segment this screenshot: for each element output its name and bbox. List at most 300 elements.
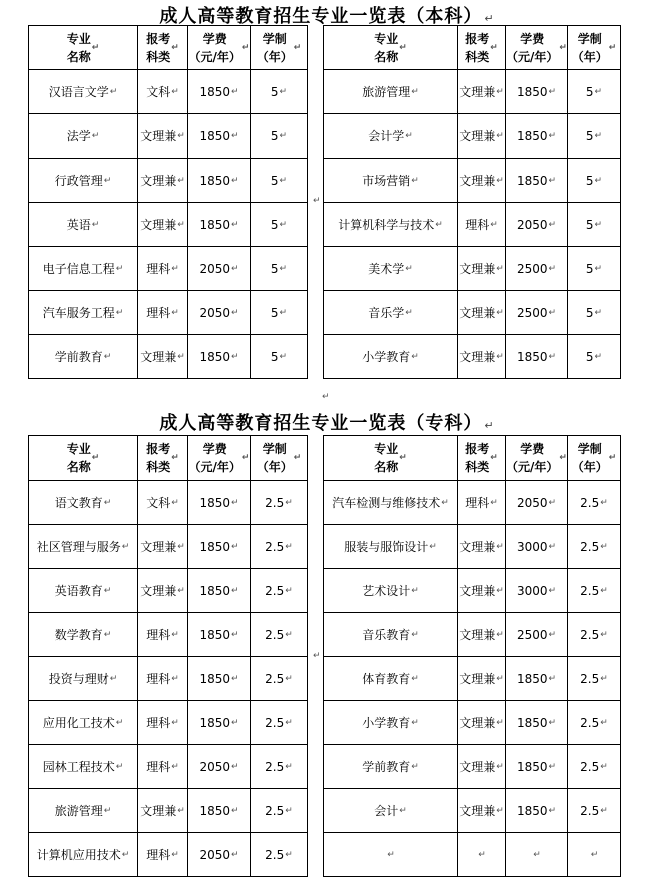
table-cell [137,158,188,203]
table-cell [187,700,251,745]
paragraph-mark-icon: ↵ [231,307,239,318]
table-cell [457,700,506,745]
column-header-text: 报考 科类 [146,442,171,474]
paragraph-mark-icon: ↵ [171,86,179,97]
table-cell-text: 2.5 [580,715,600,730]
table-cell-text: 投资与理财 [48,671,109,686]
table-cell [137,744,188,789]
table-cell-text: 1850 [516,759,548,774]
table-cell [187,113,251,159]
column-header [250,25,308,70]
paragraph-mark-icon: ↵ [399,453,407,463]
table-cell-text: 2.5 [265,715,285,730]
table-cell-text: 理科 [146,305,171,320]
table-cell [250,113,308,159]
table-cell [28,480,138,525]
table-cell [28,113,138,159]
table-cell-text: 文理兼 [459,803,496,818]
table-cell-text: 1850 [199,715,230,730]
paragraph-mark-icon: ↵ [496,717,504,728]
table-cell-text: 学前教育 [54,349,103,364]
table-cell-text: 计算机科学与技术 [338,217,435,232]
paragraph-mark-icon: ↵ [496,307,504,318]
paragraph-mark-icon: ↵ [411,175,419,186]
column-header [187,435,251,481]
table-cell [137,524,188,569]
paragraph-mark-icon: ↵ [496,673,504,684]
paragraph-mark-icon: ↵ [285,497,293,508]
table-cell [457,246,506,291]
table-cell [187,334,251,379]
paragraph-mark-icon: ↵ [399,42,407,53]
table-cell [567,744,621,789]
table-cell-text: 5 [270,173,279,188]
paragraph-mark-icon: ↵ [115,761,124,772]
column-header-text: 学制 （年） [256,442,293,474]
table-cell [250,744,308,789]
table-cell [250,480,308,525]
paragraph-mark-icon: ↵ [279,175,288,186]
table-cell-text: 理科 [465,217,490,232]
table-cell-text: 1850 [516,671,548,686]
table-cell [187,832,251,877]
paragraph-mark-icon: ↵ [231,175,239,186]
table-cell-text: 文理兼 [459,627,496,642]
table-cell [323,700,458,745]
column-header-text: 专业 名称 [374,442,399,474]
paragraph-mark-icon: ↵ [600,541,608,552]
table-cell [323,158,458,203]
column-header-text: 学制 （年） [571,31,608,64]
table-cell [187,656,251,701]
table-cell [457,832,506,877]
table-cell-text: 文理兼 [459,671,496,686]
table-cell [137,202,188,247]
paragraph-mark-icon: ↵ [231,849,239,860]
table-cell-text: 2050 [199,305,230,320]
table-cell-text: 美术学 [368,261,405,276]
paragraph-mark-icon: ↵ [405,307,413,318]
table-cell [28,788,138,833]
table-cell [505,744,568,789]
table-cell-text: 汽车服务工程 [42,305,115,320]
table-cell [567,480,621,525]
table-cell [505,656,568,701]
paragraph-mark-icon: ↵ [285,761,293,772]
table-cell [250,334,308,379]
paragraph-mark-icon: ↵ [496,131,504,141]
table-cell [567,202,621,247]
table-cell [250,202,308,247]
table-cell-text: 理科 [146,715,171,730]
table-cell-text: 1850 [516,803,548,818]
table-cell [187,246,251,291]
table-cell-text: 5 [270,305,279,320]
table-cell-text: 汉语言文学 [48,84,109,99]
paragraph-mark-icon: ↵ [399,805,407,816]
table-cell-text: 园林工程技术 [42,759,115,774]
table-cell [505,202,568,247]
paragraph-mark-icon: ↵ [91,131,100,141]
table-cell-text: 会计学 [368,129,405,143]
table-cell-text: 文理兼 [140,129,177,143]
table-cell-text: 文理兼 [459,173,496,188]
table-cell [457,69,506,114]
table-cell [250,69,308,114]
paragraph-mark-icon: ↵ [600,629,608,640]
paragraph-mark-icon: ↵ [322,392,330,402]
paragraph-mark-icon: ↵ [177,175,185,186]
column-header [457,435,506,481]
table-cell [137,832,188,877]
paragraph-mark-icon: ↵ [231,497,239,508]
paragraph-mark-icon: ↵ [496,175,504,186]
table-cell-text: 2.5 [265,539,285,554]
paragraph-mark-icon: ↵ [411,717,419,728]
paragraph-mark-icon: ↵ [285,541,293,552]
table-cell [28,69,138,114]
paragraph-mark-icon: ↵ [496,761,504,772]
table-cell [457,612,506,657]
paragraph-mark-icon: ↵ [548,497,557,508]
paragraph-mark-icon: ↵ [496,805,504,816]
table-cell-text: 2500 [516,261,548,276]
table-cell-text: 市场营销 [362,173,411,188]
table-cell [28,656,138,701]
table-cell-text: 2.5 [580,803,600,818]
table-cell [567,656,621,701]
table-cell [567,69,621,114]
page-title-associate [0,409,654,435]
paragraph-mark-icon: ↵ [411,629,419,640]
paragraph-mark-icon: ↵ [171,42,179,53]
table-cell-text: 法学 [66,129,91,143]
table-cell-text: 旅游管理 [54,803,103,818]
table-cell-text: 艺术设计 [362,583,411,598]
table-cell [250,524,308,569]
table-cell-text: 2.5 [265,803,285,818]
paragraph-mark-icon: ↵ [548,673,557,684]
paragraph-mark-icon: ↵ [285,629,293,640]
table-cell [187,568,251,613]
column-header [187,25,251,70]
column-header [567,435,621,481]
table-cell-text: 社区管理与服务 [36,539,121,554]
table-cell-text: 5 [585,173,594,188]
paragraph-mark-icon: ↵ [496,585,504,596]
paragraph-mark-icon: ↵ [600,717,608,728]
column-header [28,25,138,70]
table-cell-text: 2.5 [265,627,285,642]
table-cell-text: 理科 [146,847,171,862]
table-cell-text: 1850 [516,173,548,188]
table-cell-text: 1850 [199,539,230,554]
paragraph-mark-icon: ↵ [490,497,498,508]
table-cell-text: 2.5 [580,583,600,598]
table-cell [323,656,458,701]
table-cell-text: 5 [270,129,279,143]
table-cell-text: 理科 [146,627,171,642]
table-cell [323,744,458,789]
table-cell-text: 1850 [199,217,230,232]
paragraph-mark-icon: ↵ [279,351,288,362]
paragraph-mark-icon: ↵ [231,761,239,772]
paragraph-mark-icon: ↵ [171,629,179,640]
paragraph-mark-icon: ↵ [285,849,293,860]
paragraph-mark-icon: ↵ [115,717,124,728]
paragraph-mark-icon: ↵ [231,805,239,816]
paragraph-mark-icon: ↵ [594,307,603,318]
paragraph-mark-icon: ↵ [600,673,608,684]
paragraph-mark-icon: ↵ [594,86,603,97]
table-cell [567,290,621,335]
paragraph-mark-icon: ↵ [496,541,504,552]
table-cell [28,832,138,877]
table-cell [250,656,308,701]
table-cell [457,290,506,335]
table-cell [323,788,458,833]
paragraph-mark-icon: ↵ [177,805,185,816]
paragraph-mark-icon: ↵ [293,42,302,53]
table-cell [505,524,568,569]
column-header [137,435,188,481]
table-cell [567,788,621,833]
paragraph-mark-icon: ↵ [405,263,413,274]
table-cell [137,334,188,379]
paragraph-mark-icon: ↵ [231,131,239,141]
paragraph-mark-icon: ↵ [548,131,557,141]
paragraph-mark-icon: ↵ [441,497,449,508]
column-header [250,435,308,481]
table-cell [137,246,188,291]
column-header-text: 学费 （元/年） [188,31,241,64]
column-header-text: 专业 名称 [374,31,399,64]
table-cell-text: 计算机应用技术 [36,847,121,862]
table-cell [250,158,308,203]
paragraph-mark-icon: ↵ [177,541,185,552]
paragraph-mark-icon: ↵ [548,629,557,640]
table-cell [323,290,458,335]
table-cell-text: 文理兼 [140,583,177,598]
paragraph-mark-icon: ↵ [103,497,112,508]
paragraph-mark-icon: ↵ [115,263,124,274]
table-cell [187,744,251,789]
paragraph-mark-icon: ↵ [231,219,239,230]
paragraph-mark-icon: ↵ [231,263,239,274]
table-cell [505,246,568,291]
column-header-text: 学费 （元/年） [188,442,241,474]
table-cell-text: 行政管理 [54,173,103,188]
table-cell-text: 2.5 [265,671,285,686]
table-cell [28,334,138,379]
table-cell-text: 2050 [199,759,230,774]
paragraph-mark-icon: ↵ [241,453,250,463]
paragraph-mark-icon: ↵ [279,219,288,230]
paragraph-mark-icon: ↵ [91,219,100,230]
table-cell [28,700,138,745]
paragraph-mark-icon: ↵ [109,673,118,684]
paragraph-mark-icon: ↵ [91,42,100,53]
table-cell [505,700,568,745]
paragraph-mark-icon: ↵ [548,307,557,318]
table-cell-text: 1850 [199,803,230,818]
table-cell-text: 文理兼 [459,261,496,276]
table-cell-text: 1850 [516,84,548,99]
table-cell-text: 2500 [516,627,548,642]
paragraph-mark-icon: ↵ [490,219,498,230]
table-cell [457,656,506,701]
table-cell-text: 音乐教育 [362,627,411,642]
paragraph-mark-icon: ↵ [103,805,112,816]
table-cell-text: 1850 [199,583,230,598]
table-cell-text: 5 [585,349,594,364]
paragraph-mark-icon: ↵ [484,12,495,25]
table-cell-text: 2.5 [265,583,285,598]
table-cell [250,290,308,335]
paragraph-mark-icon: ↵ [171,849,179,860]
table-cell-text: 文理兼 [459,305,496,320]
table-cell [28,290,138,335]
paragraph-mark-icon: ↵ [559,42,567,53]
table-cell [28,744,138,789]
table-cell [505,832,568,877]
paragraph-mark-icon: ↵ [411,351,419,362]
paragraph-mark-icon: ↵ [548,585,557,596]
paragraph-mark-icon: ↵ [279,263,288,274]
column-header [505,25,568,70]
table-cell [567,334,621,379]
table-cell [28,202,138,247]
table-cell [187,202,251,247]
paragraph-mark-icon: ↵ [177,351,185,362]
table-cell-text: 1850 [199,671,230,686]
table-cell-text: 音乐学 [368,305,405,320]
table-cell [137,290,188,335]
paragraph-mark-icon: ↵ [171,453,179,463]
table-cell [323,568,458,613]
table-cell-text: 5 [270,84,279,99]
table-cell [323,832,458,877]
table-cell-text: 5 [270,349,279,364]
table-cell-text: 文理兼 [140,803,177,818]
paragraph-mark-icon: ↵ [490,42,498,53]
table-cell-text: 旅游管理 [362,84,411,99]
paragraph-mark-icon: ↵ [177,585,185,596]
paragraph-mark-icon: ↵ [478,849,486,860]
column-header [137,25,188,70]
paragraph-mark-icon: ↵ [405,131,413,141]
table-cell-text: 文理兼 [140,539,177,554]
paragraph-mark-icon: ↵ [594,351,603,362]
paragraph-mark-icon: ↵ [313,196,321,206]
paragraph-mark-icon: ↵ [279,307,288,318]
table-cell [505,113,568,159]
table-cell-text: 2050 [199,847,230,862]
paragraph-mark-icon: ↵ [411,585,419,596]
paragraph-mark-icon: ↵ [285,585,293,596]
paragraph-mark-icon: ↵ [171,307,179,318]
paragraph-mark-icon: ↵ [171,497,179,508]
paragraph-mark-icon: ↵ [279,131,288,141]
table-cell-text: 体育教育 [362,671,411,686]
table-cell [323,480,458,525]
table-cell-text: 5 [585,84,594,99]
paragraph-mark-icon: ↵ [103,585,112,596]
table-cell-text: 2.5 [580,627,600,642]
column-header [323,25,458,70]
table-cell [137,480,188,525]
table-cell [28,524,138,569]
paragraph-mark-icon: ↵ [103,351,112,362]
paragraph-mark-icon: ↵ [435,219,443,230]
paragraph-mark-icon: ↵ [285,717,293,728]
table-cell [505,334,568,379]
paragraph-mark-icon: ↵ [490,453,498,463]
paragraph-mark-icon: ↵ [285,673,293,684]
table-cell-text: 2050 [199,261,230,276]
paragraph-mark-icon: ↵ [103,629,112,640]
paragraph-mark-icon: ↵ [171,717,179,728]
column-header-text: 学制 （年） [571,442,608,474]
table-cell [28,612,138,657]
paragraph-mark-icon: ↵ [285,805,293,816]
paragraph-mark-icon: ↵ [231,585,239,596]
table-cell [137,788,188,833]
table-cell [457,158,506,203]
table-cell [567,568,621,613]
table-cell-text: 应用化工技术 [42,715,115,730]
table-cell-text: 文理兼 [459,583,496,598]
table-cell-text: 英语教育 [54,583,103,598]
paragraph-mark-icon: ↵ [231,86,239,97]
column-header-text: 报考 科类 [465,442,490,474]
table-cell [187,480,251,525]
table-cell-text: 5 [585,305,594,320]
table-cell [323,202,458,247]
table-cell [457,744,506,789]
table-cell [567,612,621,657]
table-cell-text: 1850 [516,129,548,143]
table-cell [250,612,308,657]
table-cell [137,700,188,745]
table-cell [457,334,506,379]
paragraph-mark-icon: ↵ [594,219,603,230]
table-cell-text: 2.5 [580,671,600,686]
table-cell [250,700,308,745]
paragraph-mark-icon: ↵ [387,849,395,860]
column-header [505,435,568,481]
table-cell-text: 1850 [199,173,230,188]
table-cell-text: 3000 [516,583,548,598]
paragraph-mark-icon: ↵ [293,453,302,463]
table-cell-text: 电子信息工程 [42,261,115,276]
table-cell-text: 文理兼 [459,715,496,730]
paragraph-mark-icon: ↵ [548,761,557,772]
table-cell [28,246,138,291]
table-cell [457,788,506,833]
table-cell-text: 1850 [199,495,230,510]
paragraph-mark-icon: ↵ [231,673,239,684]
paragraph-mark-icon: ↵ [313,651,321,661]
table-cell-text: 3000 [516,539,548,554]
table-cell [323,612,458,657]
paragraph-mark-icon: ↵ [496,86,504,97]
table-cell-text: 英语 [66,217,91,232]
paragraph-mark-icon: ↵ [548,351,557,362]
table-cell-text: 服装与服饰设计 [344,539,429,554]
table-cell [137,568,188,613]
table-cell-text: 文理兼 [459,349,496,364]
